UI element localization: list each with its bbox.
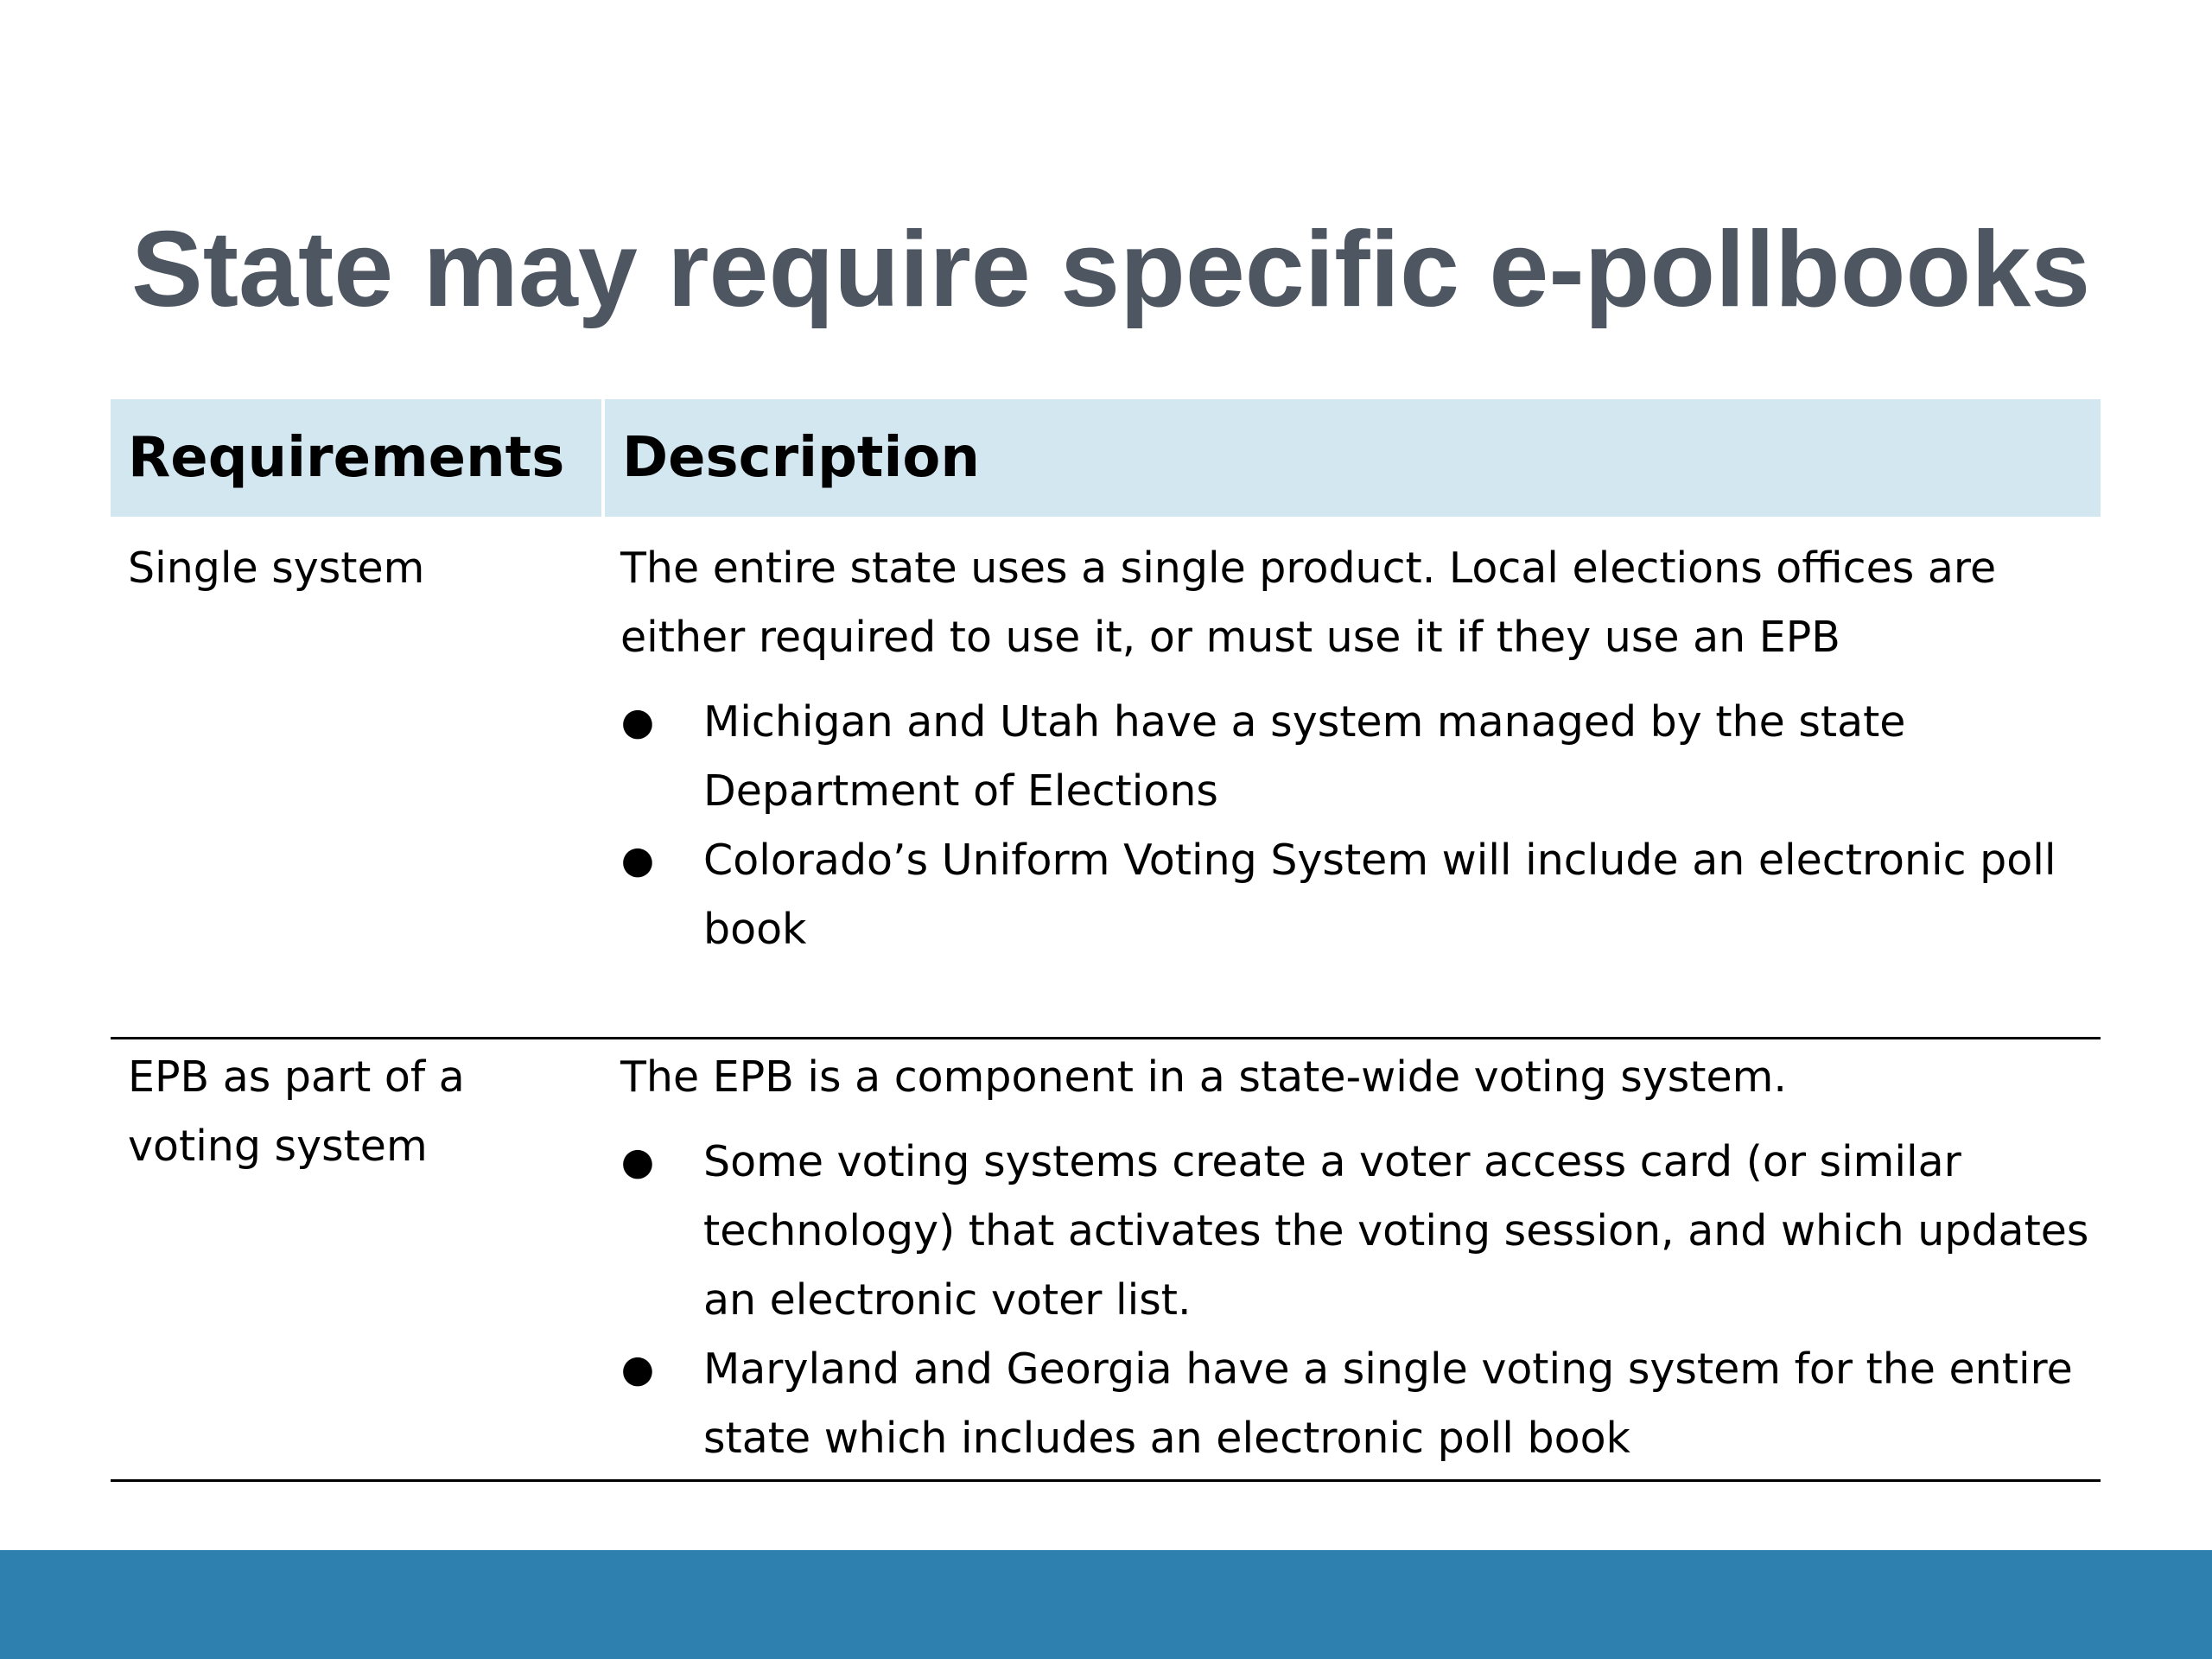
footer-bar: [0, 1550, 2212, 1659]
bullet-item: [620, 1335, 2101, 1473]
bullet-item: [620, 826, 2101, 964]
bullet-text: Some voting systems create a voter access card (or similar technology) that activates the voting session, and which updates an electronic voter list.: [703, 1137, 2089, 1325]
requirement-label: Single system: [128, 543, 425, 593]
header-description: Description: [603, 399, 2101, 517]
bullet-dot-icon: ●: [620, 838, 655, 882]
bullet-text: Maryland and Georgia have a single voting system for the entire state which includes an electronic poll book: [703, 1344, 2073, 1463]
slide-title: State may require specific e-pollbooks: [131, 210, 2091, 329]
bullet-text: Colorado’s Uniform Voting System will include an electronic poll book: [703, 836, 2056, 954]
description-text: The EPB is a component in a state-wide voting system.: [620, 1052, 1787, 1102]
bullet-dot-icon: ●: [620, 1347, 655, 1391]
table-row-single-system: [111, 517, 2101, 1039]
description-cell: [603, 1039, 2101, 1481]
requirement-cell: [111, 1039, 603, 1481]
header-requirements: Requirements: [111, 399, 603, 517]
table-header-row: [111, 399, 2101, 517]
bullet-item: [620, 688, 2101, 826]
requirement-label: EPB as part of a voting system: [128, 1052, 465, 1171]
description-text: The entire state uses a single product. Local elections offices are either required to use it, or must use it if they use an EPB: [620, 543, 1997, 662]
bullet-list: [620, 688, 2101, 964]
bullet-list: [620, 1128, 2101, 1473]
bullet-dot-icon: ●: [620, 700, 655, 744]
bullet-dot-icon: ●: [620, 1140, 655, 1184]
requirement-cell: [111, 517, 603, 1039]
table-row-epb-voting-system: [111, 1039, 2101, 1481]
bullet-text: Michigan and Utah have a system managed by the state Department of Elections: [703, 697, 1906, 816]
bullet-item: [620, 1128, 2101, 1335]
requirements-table: [111, 399, 2101, 1482]
description-cell: [603, 517, 2101, 1039]
